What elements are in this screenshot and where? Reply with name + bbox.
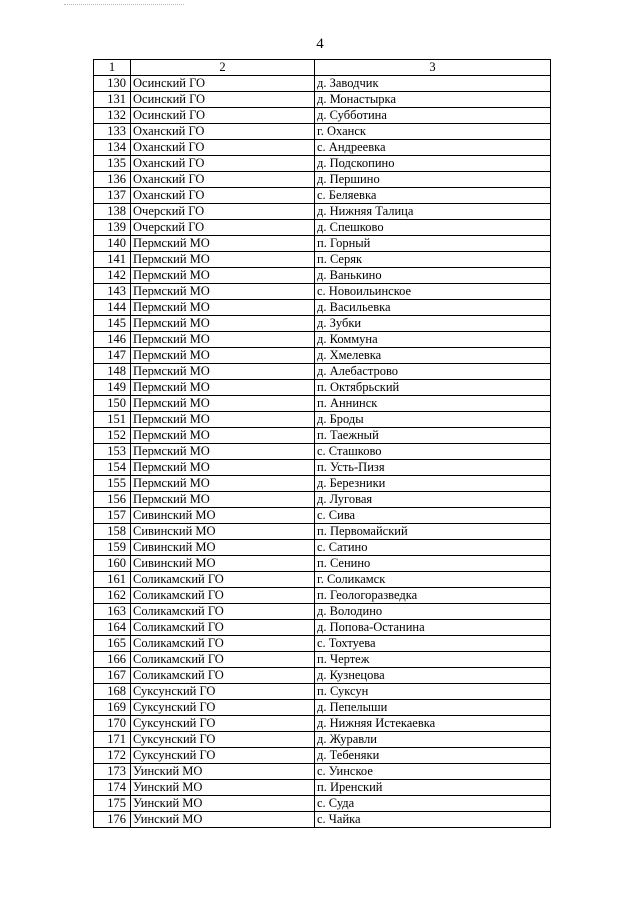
- municipality-cell: Уинский МО: [131, 764, 315, 780]
- municipality-cell: Пермский МО: [131, 428, 315, 444]
- settlement-cell: г. Оханск: [315, 124, 551, 140]
- table-row: [94, 268, 551, 284]
- municipality-cell: Оханский ГО: [131, 124, 315, 140]
- municipality-cell: Соликамский ГО: [131, 604, 315, 620]
- row-number-cell: 131: [94, 92, 131, 108]
- row-number-cell: 133: [94, 124, 131, 140]
- municipality-cell: Пермский МО: [131, 396, 315, 412]
- settlement-cell: с. Сатино: [315, 540, 551, 556]
- table-row: [94, 636, 551, 652]
- row-number-cell: 154: [94, 460, 131, 476]
- row-number-cell: 155: [94, 476, 131, 492]
- settlement-cell: д. Володино: [315, 604, 551, 620]
- table-row: [94, 124, 551, 140]
- settlement-cell: д. Спешково: [315, 220, 551, 236]
- table-row: [94, 364, 551, 380]
- table-row: [94, 540, 551, 556]
- settlements-table: [93, 59, 551, 828]
- settlement-cell: д. Заводчик: [315, 76, 551, 92]
- row-number-cell: 169: [94, 700, 131, 716]
- municipality-cell: Пермский МО: [131, 492, 315, 508]
- settlement-cell: с. Андреевка: [315, 140, 551, 156]
- settlement-cell: д. Луговая: [315, 492, 551, 508]
- table-row: [94, 572, 551, 588]
- page-number: 4: [316, 36, 324, 52]
- table-row: [94, 220, 551, 236]
- row-number-cell: 136: [94, 172, 131, 188]
- table-row: [94, 796, 551, 812]
- table-row: [94, 108, 551, 124]
- settlement-cell: д. Коммуна: [315, 332, 551, 348]
- settlement-cell: с. Беляевка: [315, 188, 551, 204]
- municipality-cell: Соликамский ГО: [131, 636, 315, 652]
- row-number-cell: 166: [94, 652, 131, 668]
- municipality-cell: Суксунский ГО: [131, 684, 315, 700]
- settlement-cell: д. Монастырка: [315, 92, 551, 108]
- municipality-cell: Очерский ГО: [131, 204, 315, 220]
- row-number-cell: 153: [94, 444, 131, 460]
- table-row: [94, 476, 551, 492]
- settlement-cell: д. Алебастрово: [315, 364, 551, 380]
- settlement-cell: д. Тебеняки: [315, 748, 551, 764]
- row-number-cell: 160: [94, 556, 131, 572]
- table-row: [94, 684, 551, 700]
- settlement-cell: п. Первомайский: [315, 524, 551, 540]
- table-row: [94, 236, 551, 252]
- row-number-cell: 174: [94, 780, 131, 796]
- municipality-cell: Осинский ГО: [131, 92, 315, 108]
- row-number-cell: 158: [94, 524, 131, 540]
- municipality-cell: Соликамский ГО: [131, 668, 315, 684]
- row-number-cell: 150: [94, 396, 131, 412]
- municipality-cell: Суксунский ГО: [131, 716, 315, 732]
- municipality-cell: Сивинский МО: [131, 556, 315, 572]
- settlement-cell: п. Таежный: [315, 428, 551, 444]
- settlement-cell: п. Усть-Пизя: [315, 460, 551, 476]
- municipality-cell: Оханский ГО: [131, 156, 315, 172]
- municipality-cell: Оханский ГО: [131, 172, 315, 188]
- settlement-cell: с. Новоильинское: [315, 284, 551, 300]
- table-row: [94, 588, 551, 604]
- municipality-cell: Пермский МО: [131, 236, 315, 252]
- table-row: [94, 604, 551, 620]
- settlement-cell: д. Броды: [315, 412, 551, 428]
- settlement-cell: с. Сташково: [315, 444, 551, 460]
- row-number-cell: 162: [94, 588, 131, 604]
- row-number-cell: 139: [94, 220, 131, 236]
- row-number-cell: 149: [94, 380, 131, 396]
- settlement-cell: д. Зубки: [315, 316, 551, 332]
- settlement-cell: д. Нижняя Талица: [315, 204, 551, 220]
- row-number-cell: 171: [94, 732, 131, 748]
- settlement-cell: д. Ванькино: [315, 268, 551, 284]
- table-row: [94, 556, 551, 572]
- municipality-cell: Осинский ГО: [131, 108, 315, 124]
- settlement-cell: д. Пепелыши: [315, 700, 551, 716]
- municipality-cell: Сивинский МО: [131, 540, 315, 556]
- table-row: [94, 412, 551, 428]
- municipality-cell: Пермский МО: [131, 444, 315, 460]
- column-header-1: 1: [94, 60, 131, 76]
- table-row: [94, 428, 551, 444]
- row-number-cell: 141: [94, 252, 131, 268]
- column-header-2: 2: [131, 60, 315, 76]
- settlement-cell: с. Уинское: [315, 764, 551, 780]
- row-number-cell: 146: [94, 332, 131, 348]
- settlement-cell: с. Сива: [315, 508, 551, 524]
- municipality-cell: Уинский МО: [131, 812, 315, 828]
- municipality-cell: Суксунский ГО: [131, 700, 315, 716]
- row-number-cell: 156: [94, 492, 131, 508]
- municipality-cell: Соликамский ГО: [131, 652, 315, 668]
- municipality-cell: Осинский ГО: [131, 76, 315, 92]
- table-row: [94, 156, 551, 172]
- table-row: [94, 204, 551, 220]
- settlement-cell: п. Серяк: [315, 252, 551, 268]
- row-number-cell: 172: [94, 748, 131, 764]
- table-row: [94, 188, 551, 204]
- settlement-cell: г. Соликамск: [315, 572, 551, 588]
- settlement-cell: п. Геологоразведка: [315, 588, 551, 604]
- municipality-cell: Пермский МО: [131, 332, 315, 348]
- municipality-cell: Пермский МО: [131, 380, 315, 396]
- row-number-cell: 152: [94, 428, 131, 444]
- municipality-cell: Пермский МО: [131, 252, 315, 268]
- table-row: [94, 396, 551, 412]
- municipality-cell: Соликамский ГО: [131, 588, 315, 604]
- table-row: [94, 380, 551, 396]
- municipality-cell: Соликамский ГО: [131, 572, 315, 588]
- settlement-cell: д. Кузнецова: [315, 668, 551, 684]
- municipality-cell: Очерский ГО: [131, 220, 315, 236]
- settlement-cell: п. Сенино: [315, 556, 551, 572]
- municipality-cell: Уинский МО: [131, 780, 315, 796]
- settlement-cell: п. Чертеж: [315, 652, 551, 668]
- settlement-cell: д. Субботина: [315, 108, 551, 124]
- row-number-cell: 137: [94, 188, 131, 204]
- table-row: [94, 700, 551, 716]
- municipality-cell: Пермский МО: [131, 476, 315, 492]
- municipality-cell: Пермский МО: [131, 284, 315, 300]
- settlement-cell: д. Нижняя Истекаевка: [315, 716, 551, 732]
- settlement-cell: п. Иренский: [315, 780, 551, 796]
- scan-artifact: [64, 4, 184, 6]
- municipality-cell: Оханский ГО: [131, 140, 315, 156]
- row-number-cell: 140: [94, 236, 131, 252]
- table-row: [94, 444, 551, 460]
- table-row: [94, 252, 551, 268]
- row-number-cell: 175: [94, 796, 131, 812]
- row-number-cell: 135: [94, 156, 131, 172]
- municipality-cell: Пермский МО: [131, 300, 315, 316]
- row-number-cell: 138: [94, 204, 131, 220]
- table-row: [94, 316, 551, 332]
- table-row: [94, 140, 551, 156]
- table-row: [94, 524, 551, 540]
- settlement-cell: п. Суксун: [315, 684, 551, 700]
- table-row: [94, 284, 551, 300]
- row-number-cell: 176: [94, 812, 131, 828]
- municipality-cell: Сивинский МО: [131, 508, 315, 524]
- row-number-cell: 143: [94, 284, 131, 300]
- municipality-cell: Суксунский ГО: [131, 748, 315, 764]
- row-number-cell: 159: [94, 540, 131, 556]
- settlement-cell: п. Октябрьский: [315, 380, 551, 396]
- row-number-cell: 165: [94, 636, 131, 652]
- row-number-cell: 163: [94, 604, 131, 620]
- table-row: [94, 748, 551, 764]
- table-row: [94, 332, 551, 348]
- table-row: [94, 716, 551, 732]
- row-number-cell: 144: [94, 300, 131, 316]
- row-number-cell: 173: [94, 764, 131, 780]
- settlement-cell: п. Аннинск: [315, 396, 551, 412]
- row-number-cell: 170: [94, 716, 131, 732]
- table-row: [94, 172, 551, 188]
- municipality-cell: Уинский МО: [131, 796, 315, 812]
- municipality-cell: Пермский МО: [131, 460, 315, 476]
- row-number-cell: 168: [94, 684, 131, 700]
- row-number-cell: 161: [94, 572, 131, 588]
- table-row: [94, 460, 551, 476]
- settlement-cell: д. Попова-Останина: [315, 620, 551, 636]
- municipality-cell: Пермский МО: [131, 364, 315, 380]
- row-number-cell: 142: [94, 268, 131, 284]
- row-number-cell: 157: [94, 508, 131, 524]
- municipality-cell: Соликамский ГО: [131, 620, 315, 636]
- municipality-cell: Пермский МО: [131, 412, 315, 428]
- row-number-cell: 167: [94, 668, 131, 684]
- column-header-3: 3: [315, 60, 551, 76]
- table-row: [94, 652, 551, 668]
- table-row: [94, 76, 551, 92]
- table-row: [94, 620, 551, 636]
- row-number-cell: 148: [94, 364, 131, 380]
- table-row: [94, 92, 551, 108]
- table-row: [94, 732, 551, 748]
- row-number-cell: 164: [94, 620, 131, 636]
- table-body: [94, 76, 551, 828]
- table-row: [94, 300, 551, 316]
- table-row: [94, 508, 551, 524]
- table-row: [94, 780, 551, 796]
- table-row: [94, 348, 551, 364]
- row-number-cell: 134: [94, 140, 131, 156]
- settlement-cell: с. Чайка: [315, 812, 551, 828]
- row-number-cell: 132: [94, 108, 131, 124]
- municipality-cell: Суксунский ГО: [131, 732, 315, 748]
- settlement-cell: д. Хмелевка: [315, 348, 551, 364]
- settlement-cell: с. Тохтуева: [315, 636, 551, 652]
- settlement-cell: д. Березники: [315, 476, 551, 492]
- row-number-cell: 130: [94, 76, 131, 92]
- municipality-cell: Пермский МО: [131, 348, 315, 364]
- row-number-cell: 147: [94, 348, 131, 364]
- row-number-cell: 151: [94, 412, 131, 428]
- municipality-cell: Пермский МО: [131, 268, 315, 284]
- settlement-cell: д. Журавли: [315, 732, 551, 748]
- row-number-cell: 145: [94, 316, 131, 332]
- table-row: [94, 668, 551, 684]
- settlement-cell: д. Першино: [315, 172, 551, 188]
- settlement-cell: д. Подскопино: [315, 156, 551, 172]
- municipality-cell: Оханский ГО: [131, 188, 315, 204]
- table-row: [94, 764, 551, 780]
- table-row: [94, 492, 551, 508]
- municipality-cell: Пермский МО: [131, 316, 315, 332]
- settlement-cell: д. Васильевка: [315, 300, 551, 316]
- municipality-cell: Сивинский МО: [131, 524, 315, 540]
- settlement-cell: п. Горный: [315, 236, 551, 252]
- table-row: [94, 812, 551, 828]
- settlement-cell: с. Суда: [315, 796, 551, 812]
- table-header-row: [94, 60, 551, 76]
